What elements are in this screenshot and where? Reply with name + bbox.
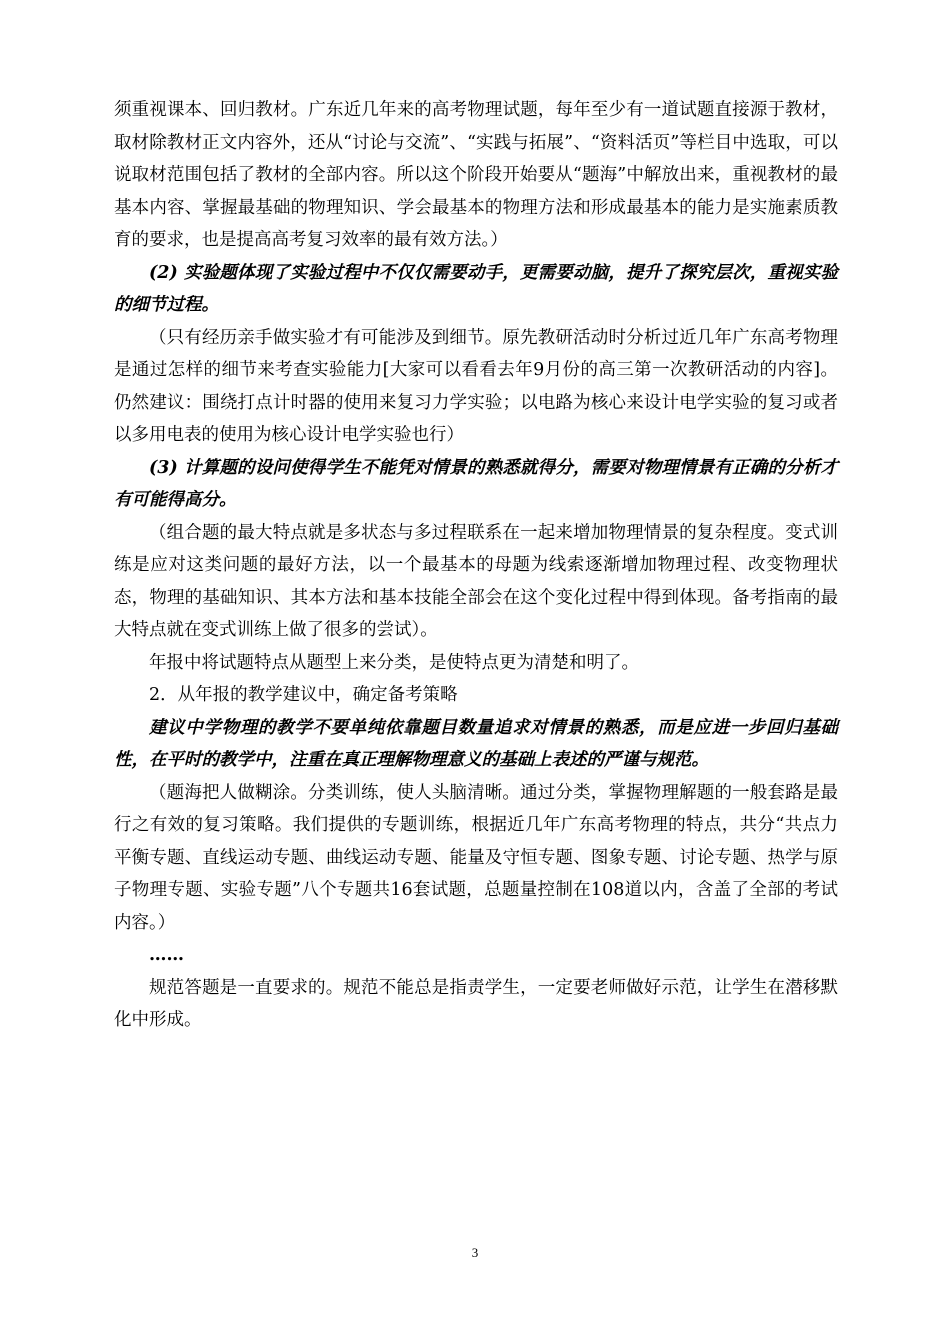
paragraph-topic-training: （题海把人做糊涂。分类训练，使人头脑清晰。通过分类，掌握物理解题的一般套路是最行之有效的复习策略。我们提供的专题训练，根据近几年广东高考物理的特点，共分“共点力平衡专题、直线运动专题、曲线运动专题、能量及守恒专题、图象专题、讨论专题、热学与原子物理专题、实验专题”八个专题共16套试题，总题量控制在108道以内，含盖了全部的考试内容。） bbox=[114, 782, 838, 933]
document-body bbox=[114, 94, 838, 1037]
paragraph-standard-answers: 规范答题是一直要求的。规范不能总是指责学生，一定要老师做好示范，让学生在潜移默化中形成。 bbox=[114, 977, 838, 1030]
paragraph-textbook-return: 须重视课本、回归教材。广东近几年来的高考物理试题，每年至少有一道试题直接源于教材，取材除教材正文内容外，还从“讨论与交流”、“实践与拓展”、“资料活页”等栏目中选取，可以说取材范围包括了教材的全部内容。所以这个阶段开始要从“题海”中解放出来，重视教材的最基本内容、掌握最基础的物理知识、学会最基本的物理方法和形成最基本的能力是实施素质教育的要求，也是提高高考复习效率的最有效方法。） bbox=[114, 100, 838, 250]
paragraph-calculation-note: （组合题的最大特点就是多状态与多过程联系在一起来增加物理情景的复杂程度。变式训练是应对这类问题的最好方法，以一个最基本的母题为线索逐渐增加物理过程、改变物理状态，物理的基础知识、其本方法和基本技能全部会在这个变化过程中得到体现。备考指南的最大特点就在变式训练上做了很多的尝试）。 bbox=[114, 522, 838, 640]
page-number: 3 bbox=[471, 1245, 479, 1260]
paragraph-teaching-suggestion: 建议中学物理的教学不要单纯依靠题目数量追求对情景的熟悉，而是应进一步回归基础性，在平时的教学中，注重在真正理解物理意义的基础上表述的严谨与规范。 bbox=[114, 717, 838, 770]
section-heading-strategy: 2．从年报的教学建议中，确定备考策略 bbox=[149, 685, 458, 705]
paragraph-calculation-heading: (3) 计算题的设问使得学生不能凭对情景的熟悉就得分，需要对物理情景有正确的分析才有可能得高分。 bbox=[114, 457, 838, 510]
paragraph-experiment-note: （只有经历亲手做实验才有可能涉及到细节。原先教研活动时分析过近几年广东高考物理是通过怎样的细节来考查实验能力[大家可以看看去年9月份的高三第一次教研活动的内容]。仍然建议：围绕打点计时器的使用来复习力学实验；以电路为核心来设计电学实验的复习或者以多用电表的使用为核心设计电学实验也行） bbox=[114, 327, 838, 445]
paragraph-experiment-heading: (2) 实验题体现了实验过程中不仅仅需要动手，更需要动脑，提升了探究层次，重视实验的细节过程。 bbox=[114, 262, 838, 315]
paragraph-annual-report-classification: 年报中将试题特点从题型上来分类，是使特点更为清楚和明了。 bbox=[149, 652, 639, 673]
ellipsis-separator: …… bbox=[149, 945, 184, 965]
